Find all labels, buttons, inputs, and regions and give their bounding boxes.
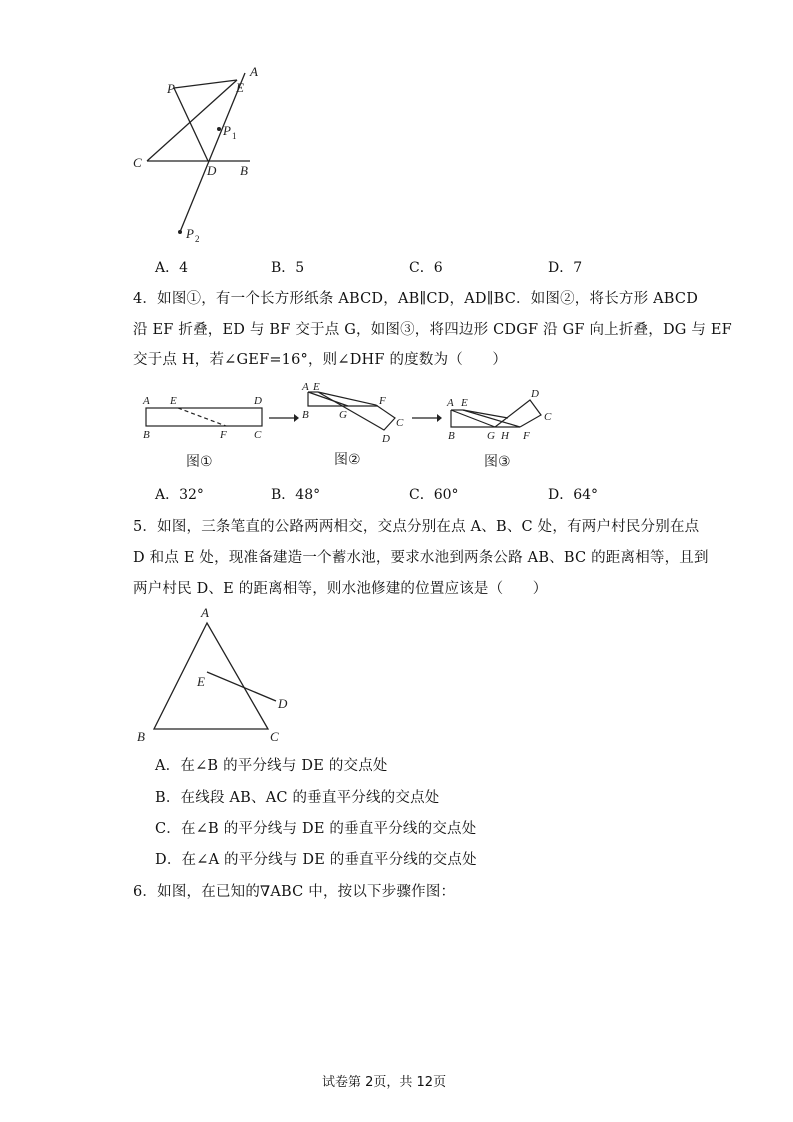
fig1-label-D: D [254,395,262,407]
q4-text-line3: 交于点 H，若∠GEF=16°，则∠DHF 的度数为（ ） [133,352,508,368]
label-C: C [133,155,142,170]
q3-option-b[interactable]: B．5 [271,260,305,276]
fig2-label-D: D [382,433,390,445]
fig3-label-H: H [501,430,509,442]
label-P2-sub: 2 [195,234,200,244]
q5-option-a[interactable]: A．在∠B 的平分线与 DE 的交点处 [155,758,388,774]
fig2-label-B: B [302,409,309,421]
fig1-caption: 图① [186,454,213,470]
point-P1 [217,127,221,131]
q5-label-C: C [270,729,279,744]
segment-PE [174,80,237,88]
fig1-label-E: E [170,395,177,407]
page-footer: 试卷第 2页，共 12页 [322,1075,447,1090]
q5-label-B: B [137,729,145,744]
label-P: P [167,81,175,96]
q6-text-line1: 6．如图，在已知的∇ABC 中，按以下步骤作图： [133,884,456,900]
q5-label-A: A [201,605,209,620]
arrow-icon [411,411,443,425]
fig3-label-C: C [544,411,552,423]
q5-text-line2: D 和点 E 处，现准备建造一个蓄水池，要求水池到两条公路 AB、BC 的距离相等，且到 [133,550,709,566]
fig3-label-A: A [447,397,454,409]
fig1-label-B: B [143,429,150,441]
fig2-label-A: A [302,381,309,393]
label-P1: P [223,123,231,138]
point-P2 [178,230,182,234]
q4-text-line1: 4．如图①，有一个长方形纸条 ABCD，AB∥CD，AD∥BC．如图②，将长方形 ABCD [133,291,699,307]
q5-option-c[interactable]: C．在∠B 的平分线与 DE 的垂直平分线的交点处 [155,821,477,837]
q4-option-a[interactable]: A．32° [155,487,204,503]
q3-option-d[interactable]: D．7 [548,260,583,276]
label-P1-sub: 1 [232,131,237,141]
fig3-caption: 图③ [484,454,511,470]
fig3-label-B: B [448,430,455,442]
q3-option-c[interactable]: C．6 [409,260,443,276]
fig2-label-E: E [313,381,320,393]
q4-option-d[interactable]: D．64° [548,487,599,503]
q4-option-c[interactable]: C．60° [409,487,459,503]
fig3-label-D: D [531,388,539,400]
fig3-label-E: E [461,397,468,409]
segment-CE [147,80,237,161]
figure-q5-triangle [130,600,300,748]
q4-option-b[interactable]: B．48° [271,487,321,503]
q5-label-D: D [278,696,288,711]
label-A: A [250,64,258,79]
figure-q4-2 [296,378,416,473]
q5-text-line1: 5．如图，三条笔直的公路两两相交，交点分别在点 A、B、C 处，有两户村民分别在点 [133,519,700,535]
q5-label-E: E [197,674,205,689]
fig1-label-F: F [220,429,227,441]
fig3-label-G: G [487,430,495,442]
fig3-label-F: F [523,430,530,442]
fig1-label-A: A [143,395,150,407]
fig2-label-C: C [396,417,404,429]
label-E: E [236,80,244,95]
q5-option-b[interactable]: B．在线段 AB、AC 的垂直平分线的交点处 [155,790,440,806]
q5-option-d[interactable]: D．在∠A 的平分线与 DE 的垂直平分线的交点处 [155,852,477,868]
figure-q4-1 [135,388,275,473]
fig2-label-F: F [379,395,386,407]
label-P2: P [186,226,194,241]
fig1-label-C: C [254,429,262,441]
q3-option-a[interactable]: A．4 [155,260,189,276]
q5-text-line3: 两户村民 D、E 的距离相等，则水池修建的位置应该是（ ） [133,581,548,597]
line-AP2 [180,73,245,232]
fig2-label-G: G [339,409,347,421]
q4-text-line2: 沿 EF 折叠，ED 与 BF 交于点 G，如图③，将四边形 CDGF 沿 GF 向上折叠，DG 与 EF [133,322,732,338]
fig2-caption: 图② [334,452,361,468]
segment-PD [174,88,208,161]
label-D: D [207,163,217,178]
figure-q3-construction [125,58,275,248]
label-B: B [240,163,248,178]
figure-q4-3 [440,378,565,473]
